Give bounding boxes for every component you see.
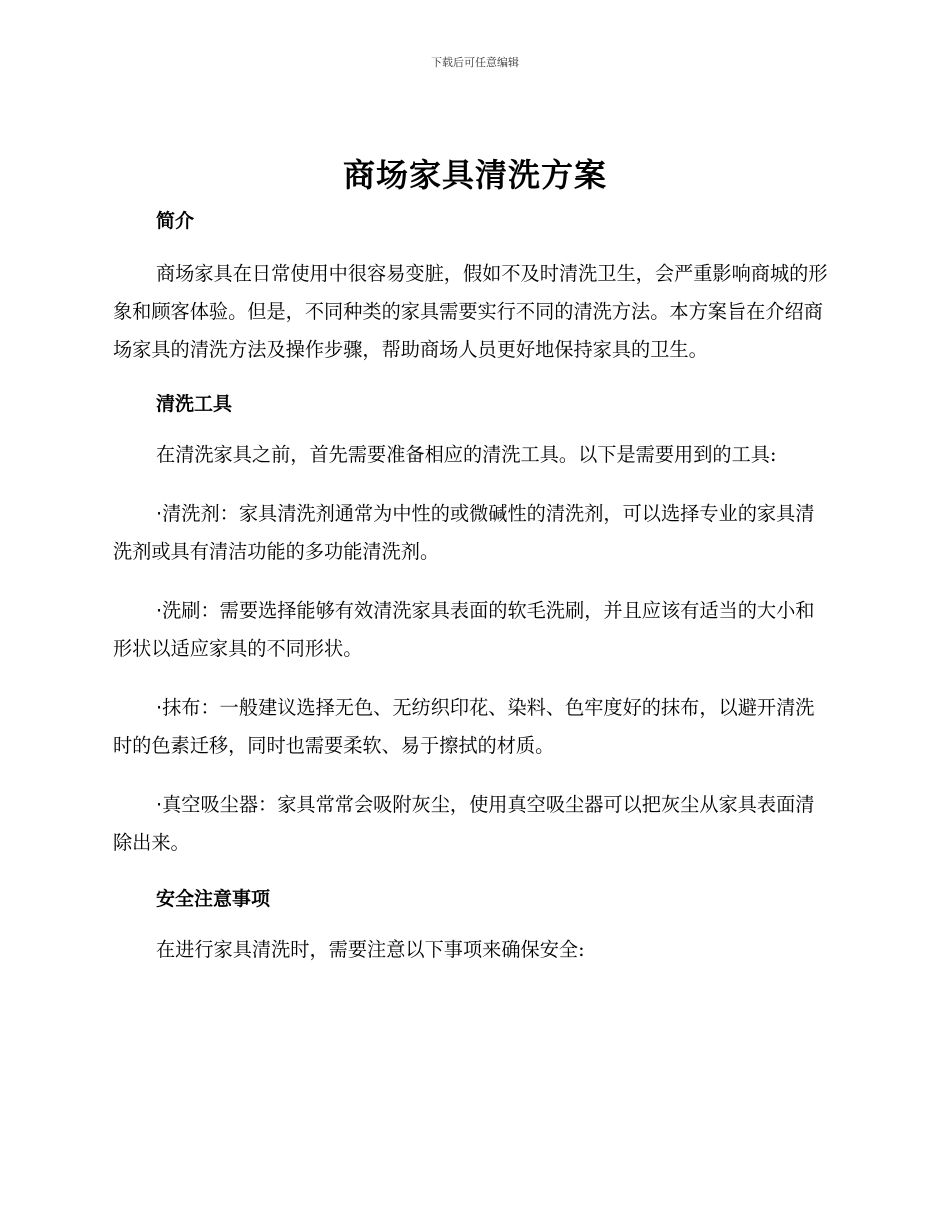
- bullet-icon: ·: [156, 793, 163, 816]
- document-title: 商场家具清洗方案: [342, 156, 607, 194]
- tools-paragraph: 在清洗家具之前，首先需要准备相应的清洗工具。以下是需要用到的工具:: [156, 443, 777, 466]
- section-heading-tools: 清洗工具: [156, 393, 233, 415]
- list-item-text: 清洗剂：家具清洗剂通常为中性的或微碱性的清洗剂，可以选择专业的家具清洗剂或具有清洁功能的多功能清洗剂。: [113, 502, 815, 563]
- bullet-icon: ·: [156, 599, 163, 622]
- intro-paragraph: 商场家具在日常使用中很容易变脏，假如不及时清洗卫生，会严重影响商城的形象和顾客体验。但是，不同种类的家具需要实行不同的清洗方法。本方案旨在介绍商场家具的清洗方法及操作步骤，帮助商场人员更好地保持家具的卫生。: [113, 262, 828, 361]
- list-item: [113, 495, 833, 571]
- list-item-text: 抹布：一般建议选择无色、无纺织印花、染料、色牢度好的抹布，以避开清洗时的色素迁移，同时也需要柔软、易于擦拭的材质。: [113, 696, 815, 757]
- list-item-text: 洗刷：需要选择能够有效清洗家具表面的软毛洗刷，并且应该有适当的大小和形状以适应家具的不同形状。: [113, 599, 815, 660]
- list-item: [113, 786, 833, 862]
- list-item-text: 真空吸尘器：家具常常会吸附灰尘，使用真空吸尘器可以把灰尘从家具表面清除出来。: [113, 793, 815, 854]
- list-item: [113, 592, 833, 668]
- safety-paragraph: 在进行家具清洗时，需要注意以下事项来确保安全:: [156, 938, 585, 961]
- list-item: [113, 689, 833, 765]
- bullet-icon: ·: [156, 502, 163, 525]
- section-heading-intro: 简介: [156, 210, 195, 232]
- header-note: 下载后可任意编辑: [431, 56, 519, 69]
- bullet-icon: ·: [156, 696, 163, 719]
- section-heading-safety: 安全注意事项: [156, 888, 271, 910]
- document-body: [113, 200, 833, 969]
